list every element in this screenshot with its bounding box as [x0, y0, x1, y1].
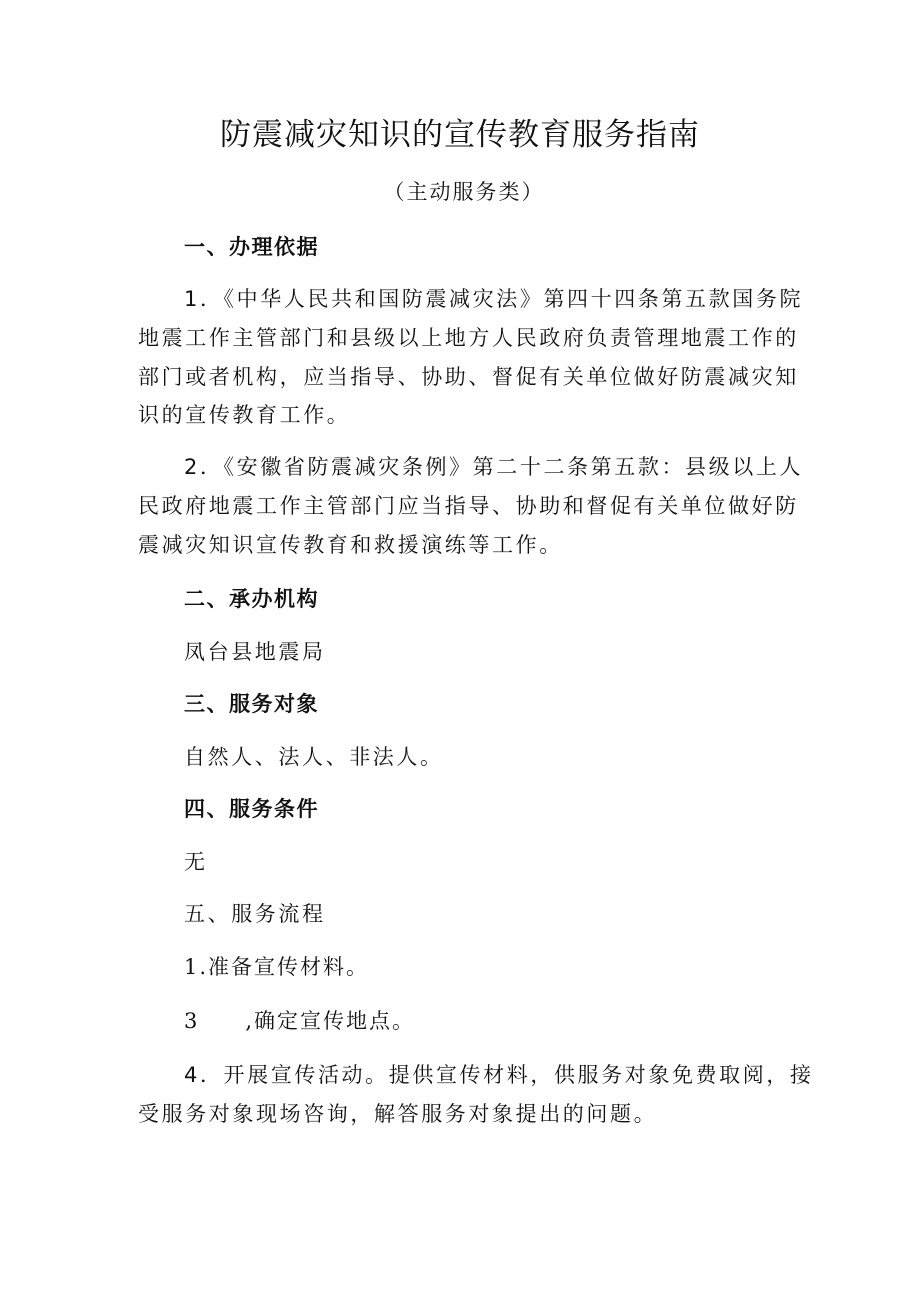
basis-item1-line2: 地震工作主管部门和县级以上地方人民政府负责管理地震工作的: [138, 326, 799, 350]
section-heading-basis: 一、办理依据: [184, 235, 319, 259]
basis-item1-line3: 部门或者机构，应当指导、协助、督促有关单位做好防震减灾知: [138, 365, 799, 389]
basis-item2-line2: 民政府地震工作主管部门应当指导、协助和督促有关单位做好防: [138, 494, 799, 518]
process-step-3: 3 ,确定宣传地点。: [184, 1009, 416, 1033]
basis-item2-line1: 2．《安徽省防震减灾条例》第二十二条第五款：县级以上人: [184, 455, 804, 479]
section-heading-service-conditions: 四、服务条件: [184, 797, 319, 821]
section-heading-organization: 二、承办机构: [184, 587, 319, 611]
process-step-4-line2: 受服务对象现场咨询，解答服务对象提出的问题。: [138, 1102, 658, 1126]
organization-name: 凤台县地震局: [184, 640, 326, 664]
process-step-4-line1: 4．开展宣传活动。提供宣传材料，供服务对象免费取阅，接: [184, 1063, 814, 1087]
document-subtitle: （主动服务类）: [383, 180, 545, 204]
section-heading-service-target: 三、服务对象: [184, 692, 319, 716]
process-step-1: 1.准备宣传材料。: [184, 955, 370, 979]
service-target-content: 自然人、法人、非法人。: [184, 745, 444, 769]
service-conditions-content: 无: [184, 850, 208, 874]
section-heading-service-process: 五、服务流程: [184, 902, 326, 926]
document-title: 防震减灾知识的宣传教育服务指南: [220, 117, 700, 153]
basis-item1-line4: 识的宣传教育工作。: [138, 403, 351, 427]
basis-item2-line3: 震减灾知识宣传教育和救援演练等工作。: [138, 533, 563, 557]
basis-item1-line1: 1．《中华人民共和国防震减灾法》第四十四条第五款国务院: [184, 287, 804, 311]
